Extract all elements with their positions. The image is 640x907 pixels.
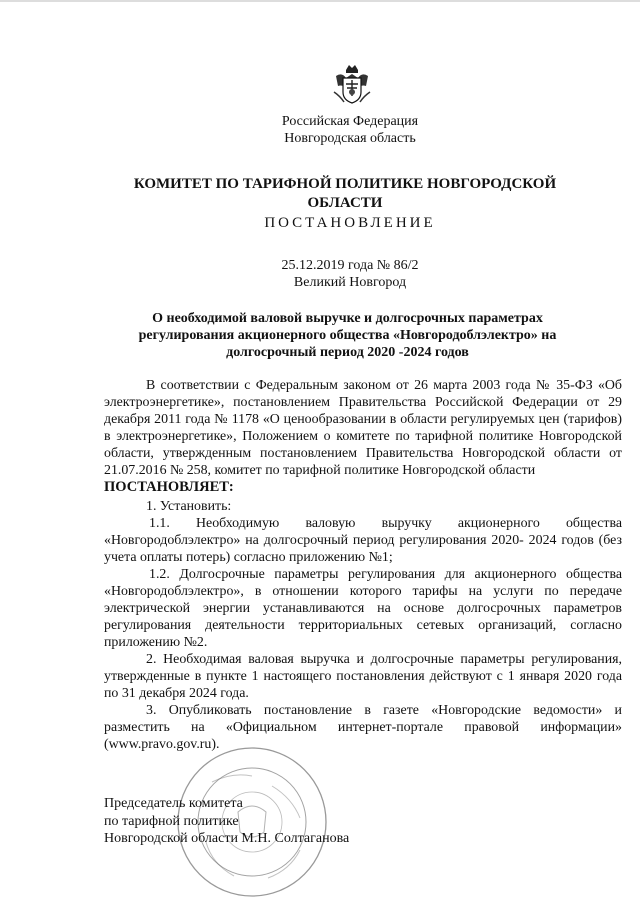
scan-edge-line [0, 0, 640, 2]
signature-block [104, 795, 349, 848]
committee-title-line1: КОМИТЕТ ПО ТАРИФНОЙ ПОЛИТИКЕ НОВГОРОДСКОЙ [133, 176, 557, 192]
signature-line3: Новгородской области М.Н. Солтаганова [104, 831, 350, 846]
resolves-heading: ПОСТАНОВЛЯЕТ: [104, 479, 234, 495]
item-1: 1. Установить: [146, 499, 232, 514]
document-body [104, 377, 622, 753]
subject-line1: О необходимой валовой выручке и долгосрочных параметрах [152, 311, 543, 326]
country-name: Российская Федерация [281, 114, 419, 129]
committee-title-line2: ОБЛАСТИ [307, 195, 383, 211]
signature-line1: Председатель комитета [104, 796, 243, 811]
item-1-2: 1.2. Долгосрочные параметры регулирования для акционерного общества «Новгородоблэлектро», в отношении которого тарифы на услуги по передаче электрической энергии устанавливаются на основе долгосрочных параметров регулирования деятельности территориальных сетевых организаций, согласно приложению №2. [104, 567, 622, 650]
subject-line2: регулирования акционерного общества «Новгородоблэлектро» на [138, 328, 557, 343]
document-date-number: 25.12.2019 года № 86/2 [281, 258, 419, 273]
preamble-paragraph: В соответствии с Федеральным законом от 26 марта 2003 года № 35-ФЗ «Об электроэнергетике», постановлением Правительства Российской Федерации от 29 декабря 2011 года № 1178 «О ценообразовании в области регулируемых цен (тарифов) в электроэнергетике», Положением о комитете по тарифной политике Новгородской области, утвержденным постановлением Правительства Новгородской области от 21.07.2016 № 258, комитет по тарифной политике Новгородской области [104, 378, 622, 478]
document-city: Великий Новгород [293, 275, 407, 290]
signature-line2: по тарифной политике [104, 813, 239, 829]
subject-line3: долгосрочный период 2020 -2024 годов [226, 345, 469, 360]
coat-of-arms-emblem [332, 62, 372, 106]
document-type: ПОСТАНОВЛЕНИЕ [264, 215, 436, 231]
item-2: 2. Необходимая валовая выручка и долгосрочные параметры регулирования, утвержденные в пункте 1 настоящего постановления действуют с 1 января 2020 года по 31 декабря 2024 года. [104, 652, 622, 701]
item-1-1: 1.1. Необходимую валовую выручку акционерного общества «Новгородоблэлектро» на долгосрочный период регулирования 2020- 2024 годов (без учета оплаты потерь) согласно приложению №1; [104, 516, 622, 565]
item-3: 3. Опубликовать постановление в газете «Новгородские ведомости» и разместить на «Официальном интернет-портале правовой информации» (www.pravo.gov.ru). [104, 703, 622, 752]
region-name: Новгородская область [284, 131, 416, 146]
